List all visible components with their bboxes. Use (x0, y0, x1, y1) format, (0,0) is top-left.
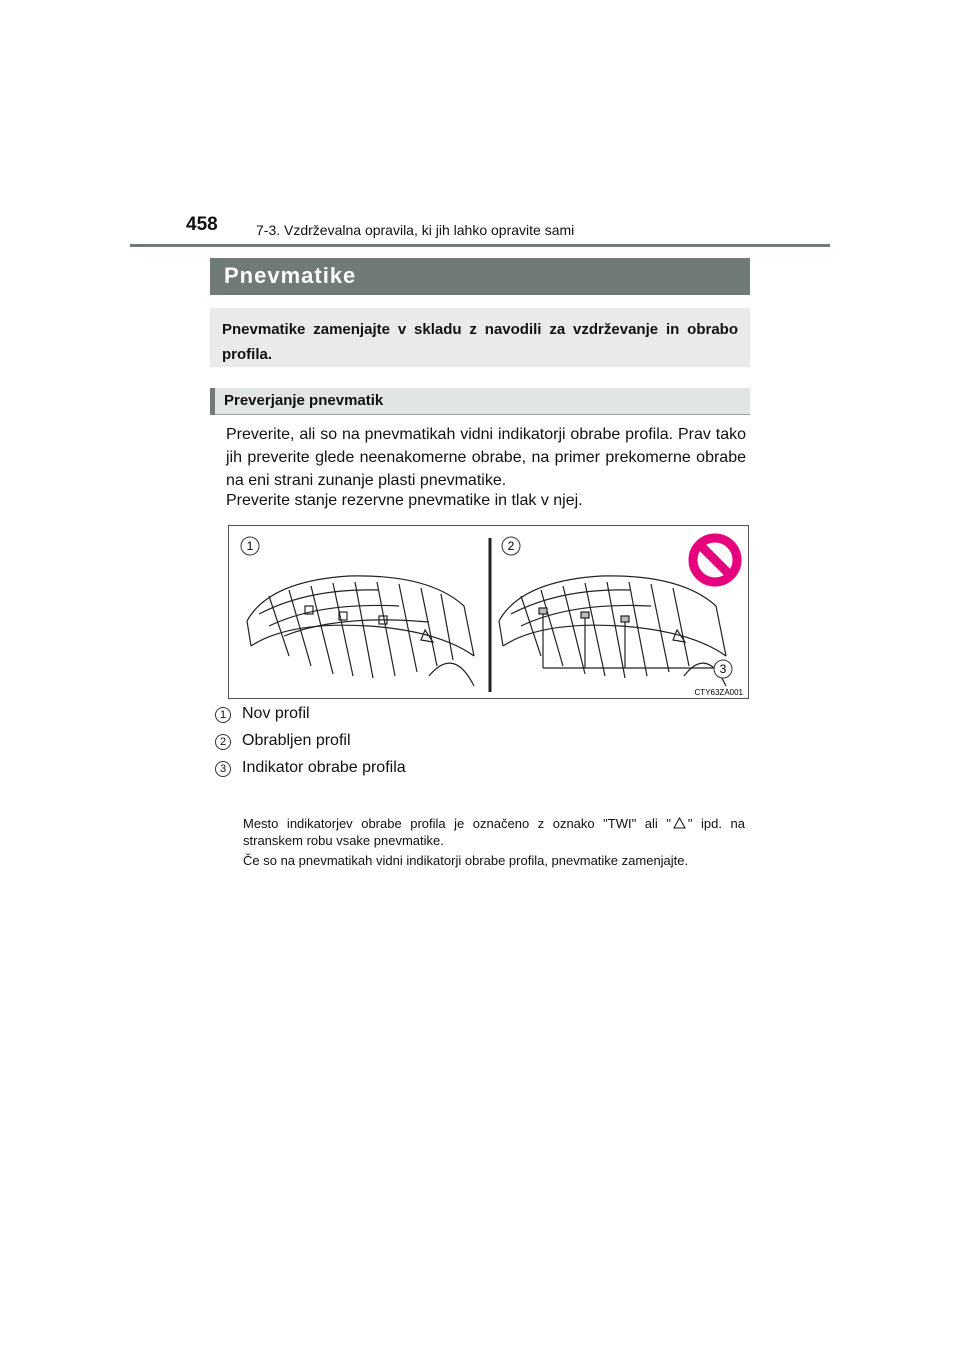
intro-text: Pnevmatike zamenjajte v skladu z navodili za vzdrževanje in obrabo profila. (222, 321, 738, 363)
legend-number: 1 (215, 707, 231, 723)
callout-1: 1 (246, 539, 254, 553)
triangle-icon (673, 817, 686, 829)
note-text-start: Mesto indikatorjev obrabe profila je označeno z oznako "TWI" ali " (243, 816, 671, 831)
worn-tread-tire (499, 576, 726, 686)
section-title-bar (210, 258, 750, 295)
paragraph-tread-check: Preverite, ali so na pnevmatikah vidni indikatorji obrabe profila. Prav tako jih preverite glede neenakomerne obrabe, na primer prekomerne obrabe na eni strani zunanje plasti pnevmatike. (226, 426, 746, 489)
callout-3: 3 (719, 662, 727, 676)
new-tread-tire (247, 576, 474, 686)
note-replace-tires: Če so na pnevmatikah vidni indikatorji obrabe profila, pnevmatike zamenjajte. (243, 853, 689, 868)
legend-label: Indikator obrabe profila (242, 759, 406, 776)
intro-box (210, 308, 750, 367)
header-rule (130, 244, 830, 247)
legend-label: Obrabljen profil (242, 732, 351, 749)
prohibition-icon (693, 538, 737, 582)
paragraph-spare-tire: Preverite stanje rezervne pnevmatike in tlak v njej. (226, 492, 583, 509)
legend-number: 3 (215, 761, 231, 777)
callout-2: 2 (507, 539, 515, 553)
subsection-header (210, 388, 750, 415)
figure-code: CTY63ZA001 (694, 688, 743, 697)
subsection-title: Preverjanje pnevmatik (224, 392, 384, 409)
page-number: 458 (186, 214, 218, 235)
tire-illustration (229, 526, 750, 700)
legend-label: Nov profil (242, 705, 310, 722)
running-header: 7-3. Vzdrževalna opravila, ki jih lahko opravite sami (256, 222, 575, 238)
note-text-end: " ipd. na stranskem robu vsake pnevmatike. (243, 816, 745, 848)
legend-number: 2 (215, 734, 231, 750)
note-indicator-location (243, 815, 745, 849)
section-title: Pnevmatike (224, 263, 357, 288)
tire-tread-figure (228, 525, 749, 699)
